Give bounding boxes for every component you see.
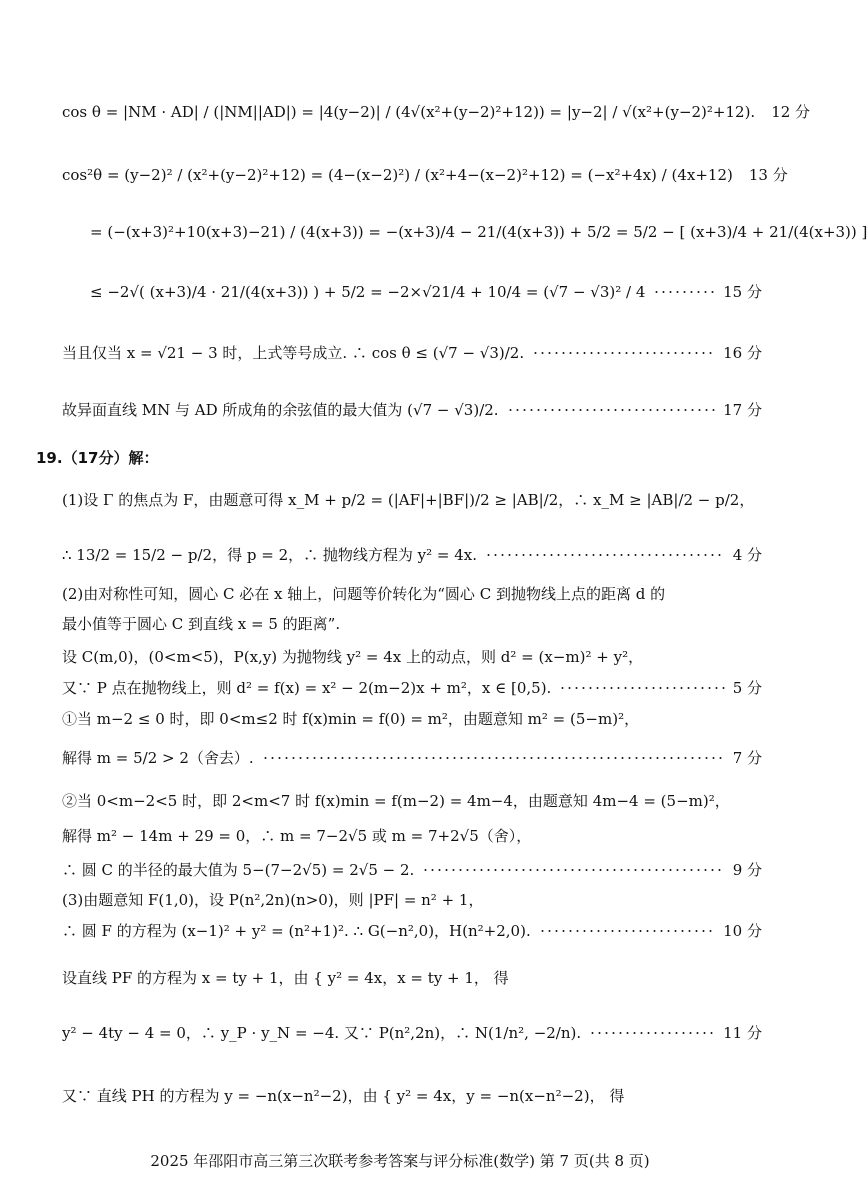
part1-line-b bbox=[62, 545, 762, 565]
part2-line-f bbox=[62, 748, 762, 768]
conclusion: 故异面直线 MN 与 AD 所成角的余弦值的最大值为 (√7 − √3)/2. bbox=[62, 401, 499, 419]
part2-text-a: (2)由对称性可知，圆心 C 必在 x 轴上，问题等价转化为“圆心 C 到抛物线上点的距离 d 的 bbox=[62, 585, 666, 603]
eq-cos-theta-line bbox=[62, 102, 811, 122]
part3-line-c bbox=[62, 968, 762, 988]
score-7: 7 分 bbox=[732, 749, 762, 767]
part2-line-h bbox=[62, 826, 762, 846]
dot-leader bbox=[653, 291, 715, 293]
score-13: 13 分 bbox=[748, 166, 788, 184]
eq-transform-line bbox=[90, 222, 867, 242]
score-9: 9 分 bbox=[732, 861, 762, 879]
page-footer: 2025 年邵阳市高三第三次联考参考答案与评分标准(数学) 第 7 页(共 8 页) bbox=[150, 1152, 650, 1170]
part2-line-d bbox=[62, 678, 762, 698]
score-17: 17 分 bbox=[723, 401, 762, 419]
part2-line-a bbox=[62, 584, 762, 604]
part2-text-e: ①当 m−2 ≤ 0 时，即 0<m≤2 时 f(x)min = f(0) = m²，由题意知 m² = (5−m)²， bbox=[62, 710, 640, 728]
part3-line-e bbox=[62, 1086, 762, 1106]
eq-inequality: ≤ −2√( (x+3)/4 · 21/(4(x+3)) ) + 5/2 = −2×√21/4 + 10/4 = (√7 − √3)² / 4 bbox=[90, 283, 646, 301]
part2-text-i: ∴ 圆 C 的半径的最大值为 5−(7−2√5) = 2√5 − 2. bbox=[62, 861, 415, 879]
part3-line-a bbox=[62, 890, 762, 910]
part1-line-a bbox=[62, 490, 762, 510]
part2-text-d: 又∵ P 点在抛物线上，则 d² = f(x) = x² − 2(m−2)x + m²，x ∈ [0,5). bbox=[62, 679, 552, 697]
dot-leader bbox=[422, 869, 724, 871]
part2-text-b: 最小值等于圆心 C 到直线 x = 5 的距离”. bbox=[62, 615, 341, 633]
part1-text-b: ∴ 13/2 = 15/2 − p/2，得 p = 2，∴ 抛物线方程为 y² = 4x. bbox=[62, 546, 478, 564]
equality-condition: 当且仅当 x = √21 − 3 时，上式等号成立. ∴ cos θ ≤ (√7 − √3)/2. bbox=[62, 344, 525, 362]
eq-inequality-line bbox=[90, 282, 762, 302]
score-4: 4 分 bbox=[732, 546, 762, 564]
dot-leader bbox=[539, 930, 715, 932]
part2-line-e bbox=[62, 709, 762, 729]
equality-condition-line bbox=[62, 343, 762, 363]
score-16: 16 分 bbox=[723, 344, 762, 362]
eq-cos-theta: cos θ = |NM · AD| / (|NM||AD|) = |4(y−2)| / (4√(x²+(y−2)²+12)) = |y−2| / √(x²+(y−2)²+12). bbox=[62, 103, 756, 121]
score-5: 5 分 bbox=[732, 679, 762, 697]
conclusion-line bbox=[62, 400, 762, 420]
part3-line-d bbox=[62, 1023, 762, 1043]
part2-text-h: 解得 m² − 14m + 29 = 0，∴ m = 7−2√5 或 m = 7+2√5（舍）， bbox=[62, 827, 532, 845]
dot-leader bbox=[507, 409, 716, 411]
part3-text-d: y² − 4ty − 4 = 0，∴ y_P · y_N = −4. 又∵ P(n²,2n)，∴ N(1/n², −2/n). bbox=[62, 1024, 582, 1042]
dot-leader bbox=[589, 1032, 715, 1034]
part2-text-f: 解得 m = 5/2 > 2（舍去）. bbox=[62, 749, 254, 767]
eq-cos2-theta: cos²θ = (y−2)² / (x²+(y−2)²+12) = (4−(x−2)²) / (x²+4−(x−2)²+12) = (−x²+4x) / (4x+12) bbox=[62, 166, 733, 184]
score-11: 11 分 bbox=[723, 1024, 762, 1042]
part2-text-c: 设 C(m,0)，(0<m<5)，P(x,y) 为抛物线 y² = 4x 上的动点，则 d² = (x−m)² + y²， bbox=[62, 648, 644, 666]
part2-line-c bbox=[62, 647, 762, 667]
dot-leader bbox=[559, 687, 724, 689]
part2-line-b bbox=[62, 614, 762, 634]
part3-text-e: 又∵ 直线 PH 的方程为 y = −n(x−n²−2)，由 { y² = 4x，y = −n(x−n²−2)， 得 bbox=[62, 1087, 625, 1105]
part2-line-g bbox=[62, 791, 762, 811]
part3-text-c: 设直线 PF 的方程为 x = ty + 1，由 { y² = 4x，x = ty + 1， 得 bbox=[62, 969, 509, 987]
question-19-heading bbox=[36, 448, 736, 468]
score-15: 15 分 bbox=[723, 283, 762, 301]
part3-line-b bbox=[62, 921, 762, 941]
part2-text-g: ②当 0<m−2<5 时，即 2<m<7 时 f(x)min = f(m−2) = 4m−4，由题意知 4m−4 = (5−m)²， bbox=[62, 792, 730, 810]
part3-text-b: ∴ 圆 F 的方程为 (x−1)² + y² = (n²+1)². ∴ G(−n²,0)，H(n²+2,0). bbox=[62, 922, 531, 940]
part1-text-a: (1)设 Γ 的焦点为 F，由题意可得 x_M + p/2 = (|AF|+|BF|)/2 ≥ |AB|/2，∴ x_M ≥ |AB|/2 − p/2， bbox=[62, 491, 755, 509]
score-12: 12 分 bbox=[771, 103, 811, 121]
dot-leader bbox=[532, 352, 715, 354]
eq-cos2-theta-line bbox=[62, 165, 788, 185]
dot-leader bbox=[262, 757, 725, 759]
part2-line-i bbox=[62, 860, 762, 880]
part3-text-a: (3)由题意知 F(1,0)，设 P(n²,2n)(n>0)，则 |PF| = n² + 1， bbox=[62, 891, 484, 909]
question-19-heading-text: 19.（17分）解： bbox=[36, 449, 159, 467]
score-10: 10 分 bbox=[723, 922, 762, 940]
eq-transform: = (−(x+3)²+10(x+3)−21) / (4(x+3)) = −(x+3)/4 − 21/(4(x+3)) + 5/2 = 5/2 − [ (x+3)/4 + 21/(4(x+3)) ] bbox=[90, 223, 867, 241]
dot-leader bbox=[485, 554, 725, 556]
